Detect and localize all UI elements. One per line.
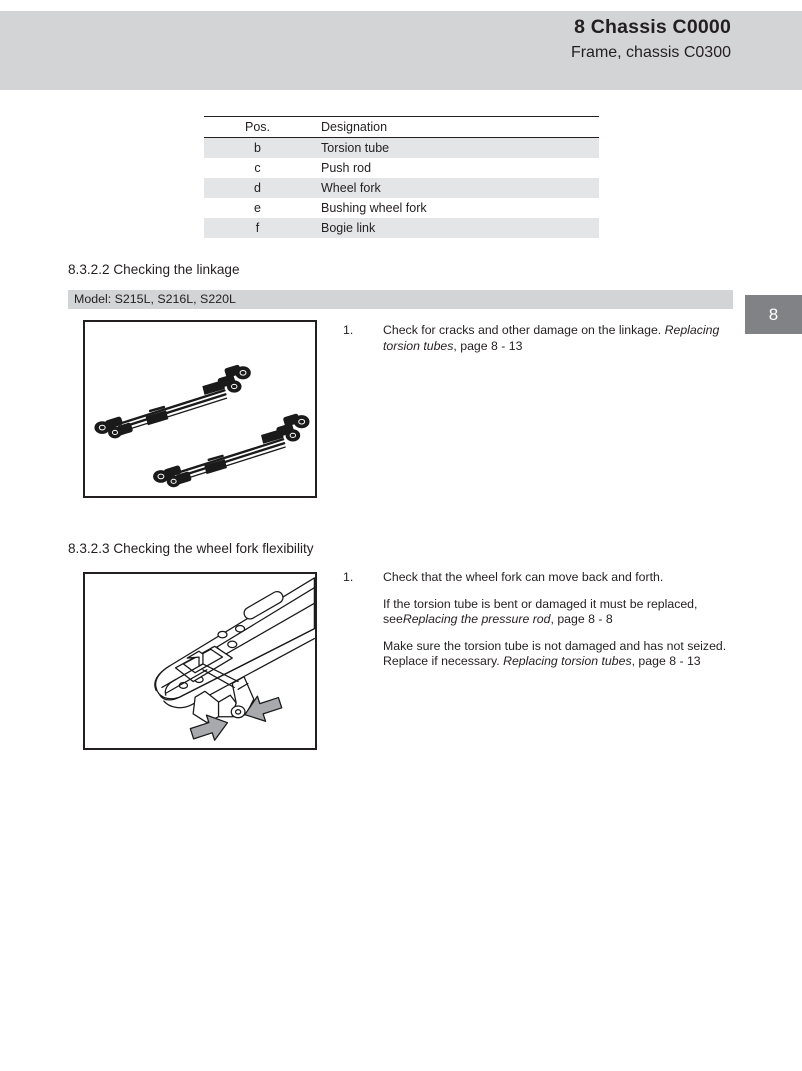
procedure-step — [343, 323, 743, 354]
cell-designation: Torsion tube — [311, 138, 599, 159]
step-number: 1. — [343, 570, 354, 584]
page-subtitle: Frame, chassis C0300 — [570, 44, 731, 61]
legend-table — [204, 116, 599, 238]
section-heading-checking-wheel-fork-flexibility: 8.3.2.3 Checking the wheel fork flexibility — [68, 541, 314, 556]
page-reference: , page 8 - 13 — [453, 338, 523, 353]
page-reference: , page 8 - 8 — [550, 612, 613, 626]
cell-pos: b — [204, 138, 311, 159]
figure-wheel-fork — [83, 572, 317, 750]
cell-designation: Bogie link — [311, 218, 599, 238]
step-paragraph — [383, 597, 743, 628]
step-text: If the torsion tube is bent or damaged it must be replaced, see — [383, 596, 698, 626]
model-bar: Model: S215L, S216L, S220L — [68, 290, 733, 309]
step-body — [383, 570, 743, 670]
step-text: Make sure the torsion tube is not damaged and has not seized. Replace if necessary. — [383, 638, 727, 668]
procedure-checking-wheel-fork-flexibility — [343, 570, 743, 670]
cell-designation: Bushing wheel fork — [321, 201, 427, 215]
table-row — [204, 218, 599, 238]
table-row — [204, 178, 599, 198]
step-paragraph — [383, 570, 743, 586]
step-body — [383, 323, 743, 354]
cell-pos: d — [204, 178, 311, 198]
table-row — [204, 138, 599, 159]
section-heading-checking-linkage: 8.3.2.2 Checking the linkage — [68, 262, 240, 277]
procedure-step — [343, 570, 743, 670]
cell-pos: e — [254, 201, 261, 215]
step-number: 1. — [343, 323, 354, 337]
table-row — [204, 198, 599, 218]
linkage-illustration — [85, 322, 315, 496]
page-reference: , page 8 - 13 — [631, 654, 701, 668]
step-text: Check that the wheel fork can move back and forth. — [383, 570, 664, 584]
table-row — [204, 158, 599, 178]
figure-linkage — [83, 320, 317, 498]
procedure-checking-linkage — [343, 323, 743, 354]
table-header-row — [204, 117, 599, 138]
wheel-fork-illustration — [85, 574, 315, 748]
page-number-tab: 8 — [745, 295, 802, 334]
column-header-pos: Pos. — [204, 117, 311, 138]
step-paragraph — [383, 639, 743, 670]
cross-reference[interactable]: Replacing torsion tubes — [383, 323, 720, 353]
column-header-designation: Designation — [311, 117, 599, 138]
step-text: Check for cracks and other damage on the linkage. — [383, 323, 665, 337]
cross-reference[interactable]: Replacing torsion tubes — [503, 654, 632, 668]
page-title: 8 Chassis C0000 — [574, 16, 731, 38]
cell-pos: f — [204, 218, 311, 238]
cell-pos: c — [254, 161, 261, 175]
cell-designation: Push rod — [321, 161, 372, 175]
cross-reference[interactable]: Replacing the pressure rod — [402, 612, 551, 626]
cell-designation: Wheel fork — [311, 178, 599, 198]
step-paragraph — [383, 323, 743, 354]
